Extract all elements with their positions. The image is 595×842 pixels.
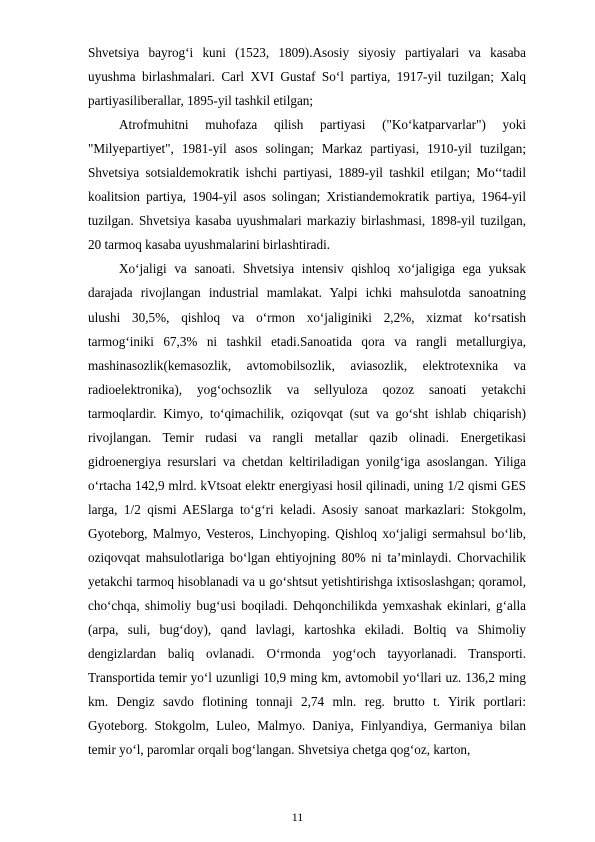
page-number: 11	[291, 810, 304, 824]
paragraph-flags-and-parties: Shvetsiya bayrog‘i kuni (1523, 1809).Asosiy siyosiy partiyalari va kasaba uyushma birlashmalari. Carl XVI Gustaf So‘l partiya, 1917-yil tuzilgan; Xalq partiyasiliberallar, 1895-yil tashkil etilgan;	[88, 45, 526, 109]
document-body	[88, 41, 526, 762]
paragraph-economy-and-industry: Xo‘jaligi va sanoati. Shvetsiya intensiv qishloq xo‘jaligiga ega yuksak darajada rivojlangan industrial mamlakat. Yalpi ichki mahsulotda sanoatning ulushi 30,5%, qishloq va o‘rmon xo‘jaliginiki 2,2%, xizmat ko‘rsatish tarmog‘iniki 67,3% ni tashkil etadi.Sanoatida qora va rangli metallurgiya, mashinasozlik(kemasozlik, avtomobilsozlik, aviasozlik, elektrotexnika va radioelektronika), yog‘ochsozlik va sellyuloza qozoz sanoati yetakchi tarmoqlardir. Kimyo, to‘qimachilik, oziqovqat (sut va go‘sht ishlab chiqarish) rivojlangan. Temir rudasi va rangli metallar qazib olinadi. Energetikasi gidroenergiya resurslari va chetdan keltiriladigan yonilg‘iga asoslangan. Yiliga o‘rtacha 142,9 mlrd. kVtsoat elektr energiyasi hosil qilinadi, uning 1/2 qismi GES larga, 1/2 qismi AESlarga to‘g‘ri keladi. Asosiy sanoat markazlari: Stokgolm, Gyoteborg, Malmyo, Vesteros, Linchyoping. Qishloq xo‘jaligi sermahsul bo‘lib, oziqovqat mahsulotlariga bo‘lgan ehtiyojning 80% ni ta’minlaydi. Chorvachilik yetakchi tarmoq hisoblanadi va u go‘shtsut yetishtirishga ixtisoslashgan; qoramol, cho‘chqa, shimoliy bug‘usi boqiladi. Dehqonchilikda yemxashak ekinlari, g‘alla (arpa, suli, bug‘doy), qand lavlagi, kartoshka ekiladi. Boltiq va Shimoliy dengizlardan baliq ovlanadi. O‘rmonda yog‘och tayyorlanadi. Transporti. Transportida temir yo‘l uzunligi 10,9 ming km, avtomobil yo‘llari uz. 136,2 ming km. Dengiz savdo flotining tonnaji 2,74 mln. reg. brutto t. Yirik portlari: Gyoteborg. Stokgolm, Luleo, Malmyo. Daniya, Finlyandiya, Germaniya bilan temir yo‘l, paromlar orqali bog‘langan. Shvetsiya chetga qog‘oz, karton,	[88, 261, 526, 758]
paragraph-political-parties: Atrofmuhitni muhofaza qilish partiyasi ("Ko‘katparvarlar") yoki "Milyepartiyet", 1981-yil asos solingan; Markaz partiyasi, 1910-yil tuzilgan; Shvetsiya sotsialdemokratik ishchi partiyasi, 1889-yil tashkil etilgan; Mo‘‘tadil koalitsion partiya, 1904-yil asos solingan; Xristiandemokratik partiya, 1964-yil tuzilgan. Shvetsiya kasaba uyushmalari markaziy birlashmasi, 1898-yil tuzilgan, 20 tarmoq kasaba uyushmalarini birlashtiradi.	[88, 117, 526, 253]
